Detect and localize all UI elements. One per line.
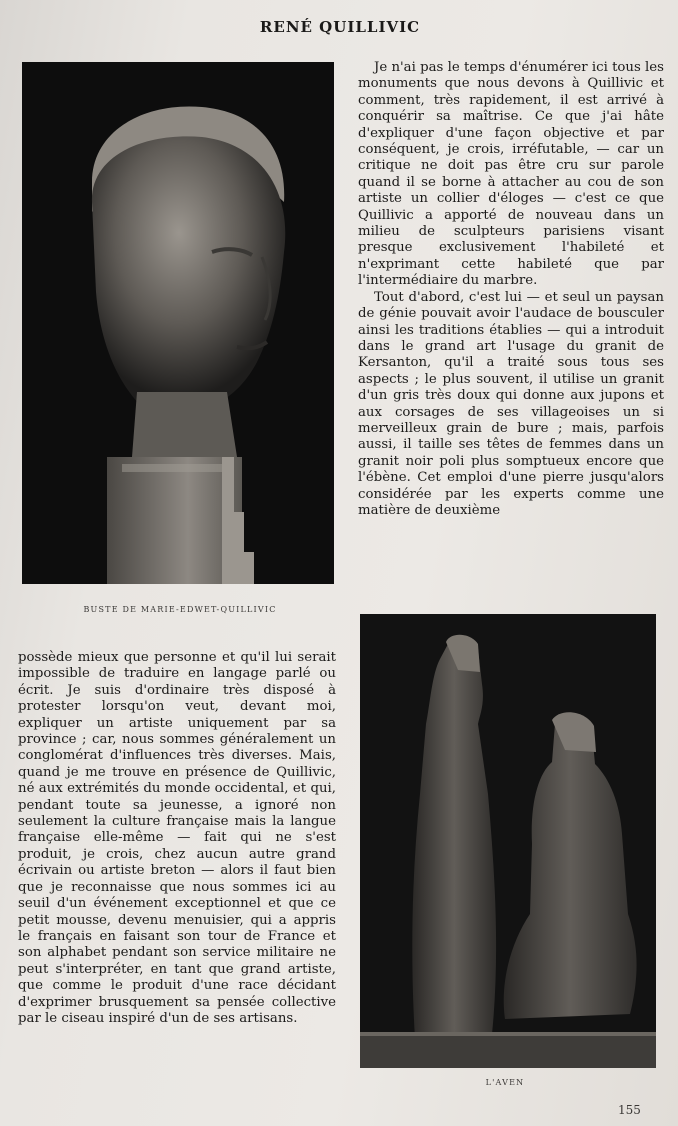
paragraph: Tout d'abord, c'est lui — et seul un paysan de génie pouvait avoir l'audace de bousculer ainsi les traditions établies — qui a introduit dans le grand art l'usage du granit de Kersanton, qu'il a traité sous tous ses aspects ; le plus souvent, il utilise un granit d'un gris très doux qui donne aux jupons et aux corsages de ses villageoises un si merveilleux grain de bure ; mais, parfois aussi, il taille ses têtes de femmes dans un granit noir poli plus somptueux encore que l'ébène. Cet emploi d'une pierre jusqu'alors considérée par les experts comme une matière de deuxième xyxy=(358,289,664,518)
aven-caption: L'AVEN xyxy=(485,1078,525,1087)
paragraph: possède mieux que personne et qu'il lui serait impossible de traduire en langage parlé ou écrit. Je suis d'ordinaire très disposé à protester lorsqu'on veut, devant moi, expliquer un artiste uniquement par sa province ; car, nous sommes généralement un conglomérat d'influences très diverses. Mais, quand je me trouve en présence de Quillivic, né aux extrémités du monde occidental, et qui, pendant toute sa jeunesse, a ignoré non seulement la culture française mais la langue française elle-même — fait qui ne s'est produit, je crois, chez aucun autre grand écrivain ou artiste breton — alors il faut bien que je reconnaisse que nous sommes ici au seuil d'un événement exceptionnel et que ce petit mousse, devenu menuisier, qui a appris le français en faisant son tour de France et son alphabet pendant son service militaire ne peut s'interpréter, en tant que grand artiste, que comme le produit d'une race décidant d'exprimer brusquement sa pensée collective par le ciseau inspiré d'un de ses artisans. xyxy=(18,650,336,1026)
right-text-column xyxy=(358,60,664,519)
bust-caption: BUSTE DE MARIE-EDWET-QUILLIVIC xyxy=(83,605,277,614)
aven-photograph xyxy=(360,614,656,1068)
running-title: RENÉ QUILLIVIC xyxy=(259,18,421,36)
paragraph: Je n'ai pas le temps d'énumérer ici tous les monuments que nous devons à Quillivic et comment, très rapidement, il est arrivé à conquérir sa maîtrise. Ce que j'ai hâte d'expliquer d'une façon objective et par conséquent, je crois, irréfutable, — car un critique ne doit pas être cru sur parole quand il se borne à attacher au cou de son artiste un collier d'éloges — c'est ce que Quillivic a apporté de nouveau dans un milieu de sculpteurs parisiens visant presque exclusivement l'habileté et n'exprimant cette habileté que par l'intermédiaire du marbre. xyxy=(358,60,664,289)
left-text-column xyxy=(18,650,336,1027)
aven-illustration xyxy=(360,614,656,1068)
bust-illustration xyxy=(22,62,334,584)
bust-photograph xyxy=(22,62,334,584)
page-number: 155 xyxy=(618,1103,641,1117)
